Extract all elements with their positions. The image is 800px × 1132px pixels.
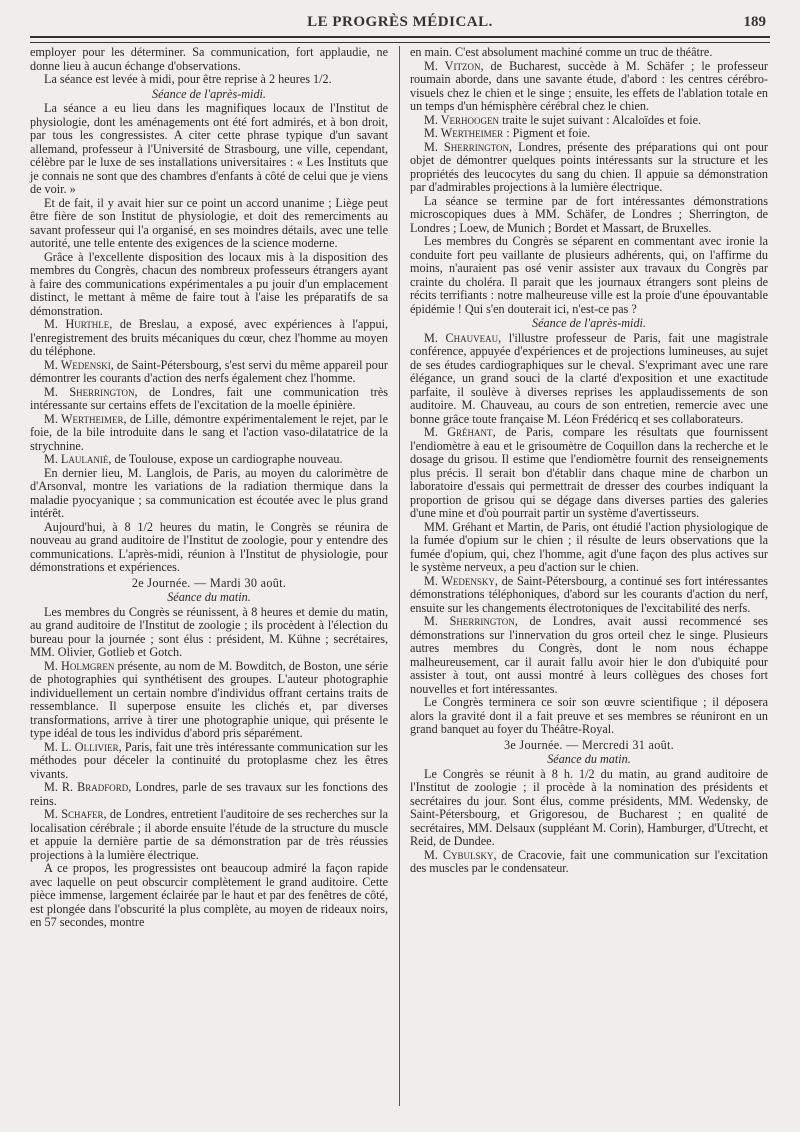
paragraph-text: , de Toulouse, expose un cardiographe nouveau. [108,452,343,466]
speaker-name: M. Chauveau [424,330,499,345]
speaker-name: M. Laulanié [44,452,109,466]
paragraph-text: , Londres, présente des préparations qui ont pour objet de démontrer quelques points intéressants sur la structure et les propriétés des leucocytes du sang du chien. Il appuie sa démonstration par d'admirables projections à la lumière électrique. [410,139,768,194]
speaker-name: M. Schafer [44,807,104,821]
paragraph-text: Le Congrès se réunit à 8 h. 1/2 du matin, au grand auditoire de l'Institut de zoologie ; il procède à la nomination des présidents et secrétaires du jour. Sont élus, comme présidents, MM. Wedensky, de Saint-Pétersbourg, et Grigoresou, de Bucharest ; en qualité de secrétaires, MM. Delsaux (suppléant M. Corin), Hamburger, d'Utrecht, et Reid, de Dundee. [410,766,768,848]
paragraph [30,521,388,575]
header-rule [30,36,770,43]
paragraph-text: employer pour les déterminer. Sa communication, fort applaudie, ne donne lieu à aucun échange d'observations. [30,45,388,73]
speaker-name: M. Sherrington [424,614,515,628]
paragraph [410,696,768,737]
paragraph-text: traite le sujet suivant : Alcaloïdes et foie. [499,112,702,127]
paragraph [30,741,388,782]
paragraph-text: , de Saint-Pétersbourg, a continué ses fort intéressantes démonstrations téléphoniques, d'abord sur les courants d'action du nerf, ensuite sur les changements électrotoniques de l'excitabilité des nerfs. [410,573,768,615]
paragraph [30,386,388,413]
paragraph [410,141,768,195]
speaker-name: M. Wedenski [44,357,111,372]
right-column [410,46,768,876]
paragraph [30,606,388,660]
speaker-name: M. Wertheimer [44,411,124,426]
paragraph [30,862,388,930]
speaker-name: M. Holmgren [44,658,115,673]
section-heading [410,753,768,767]
speaker-name: M. Cybulsky [424,847,494,862]
paragraph-text: Et de fait, il y avait hier sur ce point un accord unanime ; Liège peut être fière de son Institut de physiologie, et doit des remerciments au savant professeur qui l'a organisé, en ses moindres détails, avec une telle autorité, une telle entente des exigences de la science moderne. [30,195,388,250]
paragraph [410,615,768,696]
day-heading [410,739,768,753]
paragraph [410,127,768,141]
paragraph-text: Les membres du Congrès se séparent en commentant avec ironie la conduite fort peu vaillante de plusieurs adhérents, qui, on l'affirme du moins, n'auraient pas osé venir assister aux travaux du Congrès par crainte du choléra. Il parait que les journaux étrangers sont pleins de récits terrifiants : notre malheureuse ville est la proie d'une épouvantable épidémie ! Qui s'en douterait ici, n'est-ce pas ? [410,234,768,316]
paragraph [410,46,768,60]
paragraph [30,808,388,862]
section-heading [30,591,388,605]
paragraph [410,768,768,849]
paragraph-text: Aujourd'hui, à 8 1/2 heures du matin, le Congrès se réunira de nouveau au grand auditoire de l'Institut de zoologie, pour y entendre des communications. L'après-midi, réunion à l'Institut de physiologie, pour démonstrations et expériences. [30,519,388,574]
paragraph-text: Grâce à l'excellente disposition des locaux mis à la disposition des membres du Congrès, chacun des nombreux professeurs étrangers ayant à faire des communications expérimentales a pu jouir d'un emplacement distinct, le mettant à même de faire tout à l'aise les préparatifs de sa démonstration. [30,249,388,318]
paragraph [30,781,388,808]
paragraph-text: présente, au nom de M. Bowditch, de Boston, une série de photographies qui synthétisent des groupes. L'auteur photographie individuellement un certain nombre d'individus offrant certains traits de ressemblance. Il superpose ensuite les clichés et, par diverses transformations, arrive à tirer une photographie unique, qui présente le type idéal de tous les individus d'abord pris séparément. [30,658,389,740]
speaker-name: M. R. Bradford [44,780,129,794]
section-heading [30,88,388,102]
paragraph-text: Les membres du Congrès se réunissent, à 8 heures et demie du matin, au grand auditoire de l'Institut de zoologie ; ils procèdent à l'élection du bureau pour la journée ; sont élus : président, M. Kühne ; secrétaires, MM. Olivier, Gotlieb et Gotch. [30,604,388,659]
paragraph [30,318,388,359]
speaker-name: M. L. Ollivier [44,739,119,754]
speaker-name: M. Wedensky [424,573,495,588]
paragraph-text: 3e Journée. — Mercredi 31 août. [503,737,675,752]
paragraph-text: , de Lille, démontre expérimentalement le rejet, par le foie, de la bile introduite dans le sang et l'action vaso-dilatatrice de la strychnine. [30,411,388,453]
speaker-name: M. Sherrington [424,139,510,154]
paragraph-text: Séance du matin. [167,590,251,604]
paragraph-text: , de Breslau, a exposé, avec expériences à l'appui, l'enregistrement des bruits mécaniques du cœur, chez l'homme au moyen du téléphone. [30,317,389,358]
paragraph [410,60,768,114]
paragraph [30,453,388,467]
paragraph [410,849,768,876]
paragraph [30,197,388,251]
speaker-name: M. Sherrington [44,384,135,399]
paragraph-text: , l'illustre professeur de Paris, fait une magistrale conférence, appuyée d'expériences et de projections lumineuses, au sujet de ses études cardiographiques sur le cheval. S'exprimant avec une rare élégance, un grand souci de la clarté d'exposition et une exactitude parfaite, il soulève à diverses reprises les applaudissements de son auditoire. M. Chauveau, au cours de son entretien, remercie avec une bonne grâce toute française M. Léon Frédéricq et ses collaborateurs. [410,330,769,426]
paragraph-text: Séance du matin. [547,752,631,766]
column-divider [399,46,400,1106]
paragraph-text: , Paris, fait une très intéressante communication sur les méthodes pour déceler la continuité du protoplasme chez les êtres vivants. [30,739,389,781]
paragraph [30,46,388,73]
page-number: 189 [743,14,766,30]
paragraph-text: 2e Journée. — Mardi 30 août. [131,575,287,590]
speaker-name: M. Gréhant [424,425,493,439]
paragraph [30,73,388,87]
paragraph-text: A ce propos, les progressistes ont beaucoup admiré la façon rapide avec laquelle on peut obscurcir complètement le grand auditoire. Cette pièce immense, largement éclairée par le haut et par des fenêtres de côté, est plongée dans l'obscurité la plus complète, au moyen de rideaux noirs, en 57 secondes, montre [30,861,388,929]
paragraph-text: La séance a eu lieu dans les magnifiques locaux de l'Institut de physiologie, dont les aménagements ont été fort admirés, et à bon droit, par tous les congressistes. A citer cette phrase typique d'un savant allemand, professeur à l'Université de Strasbourg, une ville, cependant, célèbre par le luxe de ses installations universitaires : « Les Instituts que je connais ne sont que des chambres d'enfants à côté de celui que je viens de voir. » [30,101,388,196]
paragraph-text: : Pigment et foie. [503,126,591,140]
speaker-name: M. Hurthle [44,317,110,331]
paragraph [30,467,388,521]
paragraph-text: , de Saint-Pétersbourg, s'est servi du même appareil pour démontrer les courants d'action des nerfs également chez l'homme. [30,357,388,385]
paragraph [410,195,768,236]
paragraph [410,575,768,616]
speaker-name: M. Verhoogen [424,112,500,127]
paragraph-text: , de Bucharest, succède à M. Schäfer ; le professeur roumain aborde, dans une savante étude, d'abord : les centres cérébro-visuels chez le chien et le singe ; ensuite, les effets de l'ablation totale en un temps d'un hémisphère cérébral chez le chien. [410,58,768,113]
paragraph [30,359,388,386]
left-column [30,46,388,930]
paragraph [410,235,768,316]
paragraph-text: Séance de l'après-midi. [152,86,266,101]
paragraph-text: , de Paris, compare les résultats que fournissent l'endiomètre à eau et le grisoumètre de Coquillon dans la recherche et le dosage du grisou. Il estime que l'endiomètre fournit des renseignements plus précis. Il serait bon d'établir dans chaque mine de charbon un laboratoire d'essais qui permettrait de dresser des courbes indiquant la proportion de grisou qui se dégage dans diverses parties des galeries d'une mine et d'où pourrait partir un système d'avertisseurs. [410,425,768,520]
paragraph-text: , de Londres, entretient l'auditoire de ses recherches sur la localisation cérébrale ; il aborde ensuite l'étude de la structure du muscle et appuie la dernière partie de sa démonstration par de très réussies projections à la lumière électrique. [30,807,389,862]
paragraph-text: En dernier lieu, M. Langlois, de Paris, au moyen du calorimètre de d'Arsonval, montre les variations de la radiation thermique dans la maladie pyocyanique ; sa communication est écoutée avec le plus grand intérêt. [30,465,388,520]
paragraph [410,114,768,128]
paragraph-text: La séance se termine par de fort intéressantes démonstrations microscopiques dues à MM. Schäfer, de Londres ; Sherrington, de Londres ; Loew, de Munich ; Bordet et Massart, de Bruxelles. [410,193,768,235]
speaker-name: M. Vitzon [424,58,481,73]
paragraph [410,426,768,521]
paragraph-text: , de Cracovie, fait une communication sur l'excitation des muscles par le condensateur. [410,847,768,875]
paragraph [410,521,768,575]
paragraph-text: , de Londres, fait une communication très intéressante sur certains effets de l'excitation de la moelle épinière. [30,384,388,412]
paragraph-text: en main. C'est absolument machiné comme un truc de théâtre. [410,45,713,59]
section-heading [410,317,768,331]
paragraph-text: MM. Gréhant et Martin, de Paris, ont étudié l'action physiologique de la fumée d'opium sur le chien ; il résulte de leurs observations que la fumée d'opium, qui, chez l'homme, agit d'une façon des plus actives sur le système nerveux, a peu d'action sur le chien. [410,519,768,574]
paragraph-text: Le Congrès terminera ce soir son œuvre scientifique ; il déposera alors la gravité dont il a fait preuve et ses membres se réuniront en un grand banquet au foyer du Théâtre-Royal. [410,695,768,736]
paragraph-text: , Londres, parle de ses travaux sur les fonctions des reins. [30,780,388,808]
speaker-name: M. Wertheimer [424,126,504,140]
paragraph [30,660,388,741]
day-heading [30,577,388,591]
paragraph-text: La séance est levée à midi, pour être reprise à 2 heures 1/2. [44,72,332,86]
running-head [30,12,770,34]
paragraph-text: Séance de l'après-midi. [532,316,646,330]
paragraph [30,102,388,197]
paragraph [410,332,768,427]
paragraph [30,413,388,454]
journal-title: LE PROGRÈS MÉDICAL. [307,14,493,30]
paragraph [30,251,388,319]
paragraph-text: , de Londres, avait aussi recommencé ses démonstrations sur l'innervation du gros orteil chez le singe. Plusieurs autres membres du Congrès, dont le nom nous échappe malheureusement, car il aurait fallu avoir hier le don d'ubiquité pour assister à tout, ont aussi montré à leurs collègues des choses fort nouvelles et fort intéressantes. [410,614,768,696]
